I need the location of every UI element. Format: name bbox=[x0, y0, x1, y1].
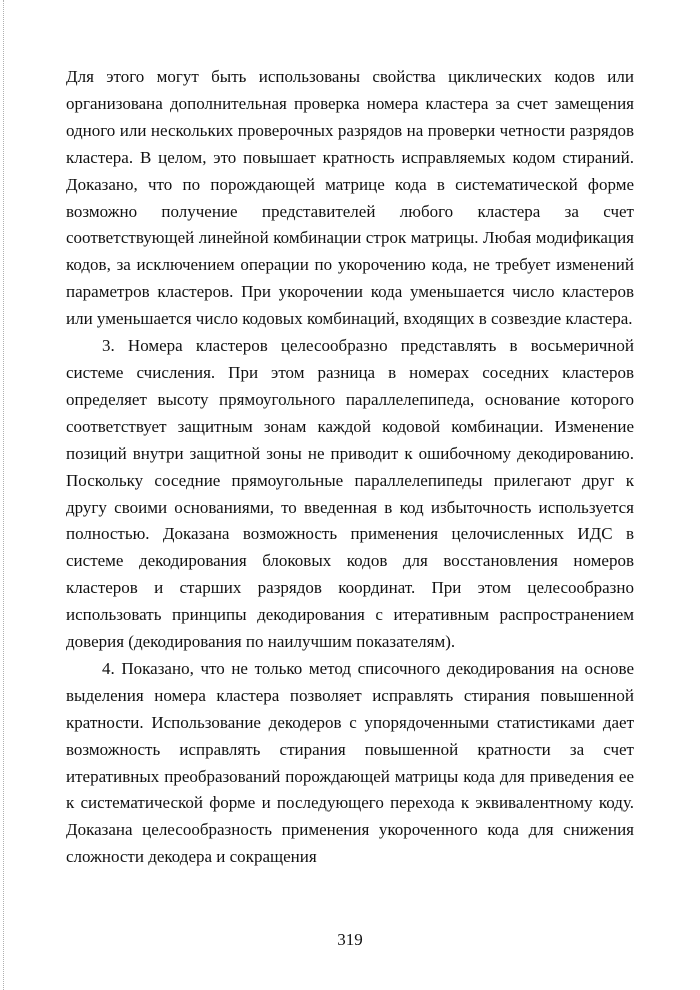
paragraph-item-4: 4. Показано, что не только метод списочного декодирования на основе выделения номера кластера позволяет исправлять стирания повышенной кратности. Использование декодеров с упорядоченными статистиками дает возможность исправлять стирания повышенной кратности за счет итеративных преобразований порождающей матрицы кода для приведения ее к систематической форме и последующего перехода к эквивалентному коду. Доказана целесообразность применения укороченного кода для снижения сложности декодера и сокращения bbox=[66, 658, 634, 867]
page-edge-divider bbox=[3, 0, 4, 990]
body-text bbox=[66, 64, 634, 871]
paragraph-continuation: Для этого могут быть использованы свойства циклических кодов или организована дополнительная проверка номера кластера за счет замещения одного или нескольких проверочных разрядов на проверки четности разрядов кластера. В целом, это повышает кратность исправляемых кодом стираний. Доказано, что по порождающей матрице кода в систематической форме возможно получение представителей любого кластера за счет соответствующей линейной комбинации строк матрицы. Любая модификация кодов, за исключением операции по укорочению кода, не требует изменений параметров кластеров. При укорочении кода уменьшается число кластеров или уменьшается число кодовых комбинаций, входящих в созвездие кластера. bbox=[66, 67, 634, 329]
page-number: 319 bbox=[337, 930, 363, 949]
paragraph-item-3: 3. Номера кластеров целесообразно представлять в восьмеричной системе счисления. При этом разница в номерах соседних кластеров определяет высоту прямоугольного параллелепипеда, основание которого соответствует защитным зонам каждой кодовой комбинации. Изменение позиций внутри защитной зоны не приводит к ошибочному декодированию. Поскольку соседние прямоугольные параллелепипеды прилегают друг к другу своими основаниями, то введенная в код избыточность используется полностью. Доказана возможность применения целочисленных ИДС в системе декодирования блоковых кодов для восстановления номеров кластеров и старших разрядов координат. При этом целесообразно использовать принципы декодирования с итеративным распространением доверия (декодирования по наилучшим показателям). bbox=[66, 336, 634, 652]
